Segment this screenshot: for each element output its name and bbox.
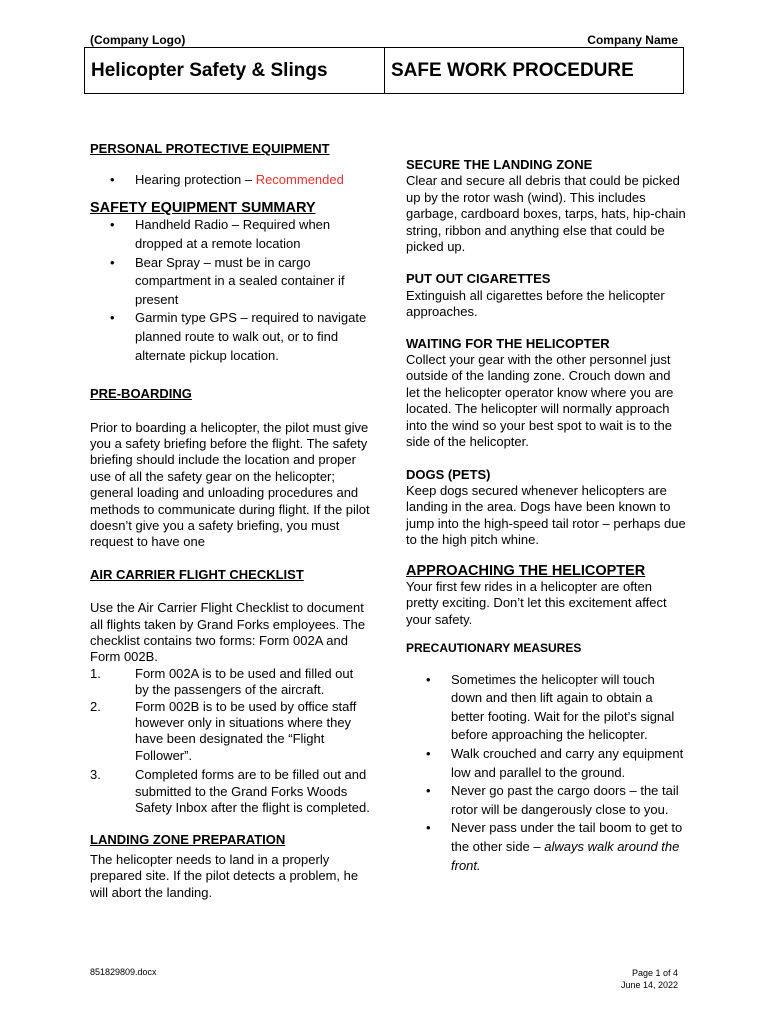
secure-heading: SECURE THE LANDING ZONE <box>406 157 593 172</box>
checklist-heading: AIR CARRIER FLIGHT CHECKLIST <box>90 566 304 582</box>
checklist-items <box>90 666 370 817</box>
bullet-icon: • <box>110 172 115 188</box>
waiting-text: Collect your gear with the other personnel just outside of the landing zone. Crouch down and let the helicopter operator know where you are located. The helicopter will normally approach into the wind so your best spot to wait is to the side of the helicopter. <box>406 352 674 450</box>
bullet-icon: • <box>110 217 115 233</box>
list-item: • Handheld Radio – Required when dropped at a remote location <box>110 217 331 251</box>
waiting-heading: WAITING FOR THE HELICOPTER <box>406 335 610 351</box>
list-item: 1. Form 002A is to be used and filled out by the passengers of the aircraft. <box>90 665 354 698</box>
company-logo-placeholder: (Company Logo) <box>90 33 186 47</box>
document-title: Helicopter Safety & Slings <box>91 60 328 81</box>
approach-text: Your first few rides in a helicopter are often pretty exciting. Don’t let this excitement affect your safety. <box>406 578 667 627</box>
list-item: 2. Form 002B is to be used by office staff however only in situations where they have been designated the “Flight Follower”. <box>90 698 357 763</box>
bullet-icon: • <box>426 745 431 761</box>
approach-heading: APPROACHING THE HELICOPTER <box>406 562 646 579</box>
ppe-item-text: Hearing protection – <box>135 172 256 188</box>
precaution-heading: PRECAUTIONARY MEASURES <box>406 641 582 656</box>
company-name: Company Name <box>587 33 678 47</box>
checklist-text: Use the Air Carrier Flight Checklist to document all flights taken by Grand Forks employees. The checklist contains two forms: Form 002A and Form 002B. <box>90 600 366 665</box>
secure-text: Clear and secure all debris that could be picked up by the rotor wash (wind). This includes garbage, cardboard boxes, tarps, hats, hip-chain string, ribbon and anything else that could be picked up. <box>406 173 686 255</box>
bullet-icon: • <box>110 310 115 326</box>
bullet-icon: • <box>110 254 115 270</box>
list-item: • Never pass under the tail boom to get to the other side – always walk around the front. <box>426 820 683 873</box>
precaution-list <box>406 671 686 876</box>
list-item: 3. Completed forms are to be filled out and submitted to the Grand Forks Woods Safety Inbox after the flight is completed. <box>90 767 370 816</box>
right-column <box>406 157 686 875</box>
cigarettes-text: Extinguish all cigarettes before the helicopter approaches. <box>406 287 665 320</box>
document-date: June 14, 2022 <box>620 980 678 990</box>
page-number: Page 1 of 4 <box>631 968 678 978</box>
safety-equipment-list <box>90 216 370 365</box>
preboarding-text: Prior to boarding a helicopter, the pilot must give you a safety briefing before the flight. The safety briefing should include the location and proper use of all the safety gear on the helicopter; general loading and unloading procedures and methods to communicate during flight. If the pilot doesn’t give you a safety briefing, you must request to have one <box>90 419 370 550</box>
bullet-icon: • <box>426 783 431 799</box>
list-item: • Sometimes the helicopter will touch down and then lift again to obtain a better footing. Wait for the pilot’s signal before approaching the helicopter. <box>426 671 675 743</box>
safety-summary-heading: SAFETY EQUIPMENT SUMMARY <box>90 200 316 216</box>
list-item: • Garmin type GPS – required to navigate planned route to walk out, or to find alternate pickup location. <box>110 310 367 363</box>
bullet-icon: • <box>426 671 431 687</box>
list-item: • Walk crouched and carry any equipment low and parallel to the ground. <box>426 745 684 780</box>
list-item: • Never go past the cargo doors – the tail rotor will be dangerously close to you. <box>426 783 679 817</box>
lz-text: The helicopter needs to land in a properly prepared site. If the pilot detects a problem, he will abort the landing. <box>90 851 359 900</box>
ppe-status: Recommended <box>255 172 344 188</box>
cigarettes-heading: PUT OUT CIGARETTES <box>406 271 551 287</box>
procedure-type: SAFE WORK PROCEDURE <box>391 60 634 81</box>
dogs-heading: DOGS (PETS) <box>406 466 491 482</box>
ppe-heading: PERSONAL PROTECTIVE EQUIPMENT <box>90 141 330 156</box>
list-item <box>90 171 370 190</box>
list-item: • Bear Spray – must be in cargo compartment in a sealed container if present <box>110 254 345 307</box>
lz-heading: LANDING ZONE PREPARATION <box>90 831 286 847</box>
preboarding-heading: PRE-BOARDING <box>90 386 192 402</box>
title-divider <box>384 48 385 93</box>
ppe-list <box>90 171 370 190</box>
footer-page-info <box>621 967 678 991</box>
title-box <box>84 47 684 94</box>
bullet-icon: • <box>426 820 431 836</box>
footer-doc-name: 851829809.docx <box>90 967 157 977</box>
left-column <box>90 141 370 901</box>
dogs-text: Keep dogs secured whenever helicopters are landing in the area. Dogs have been known to jump into the high-speed tail rotor – perhaps due to the high pitch whine. <box>406 482 686 548</box>
